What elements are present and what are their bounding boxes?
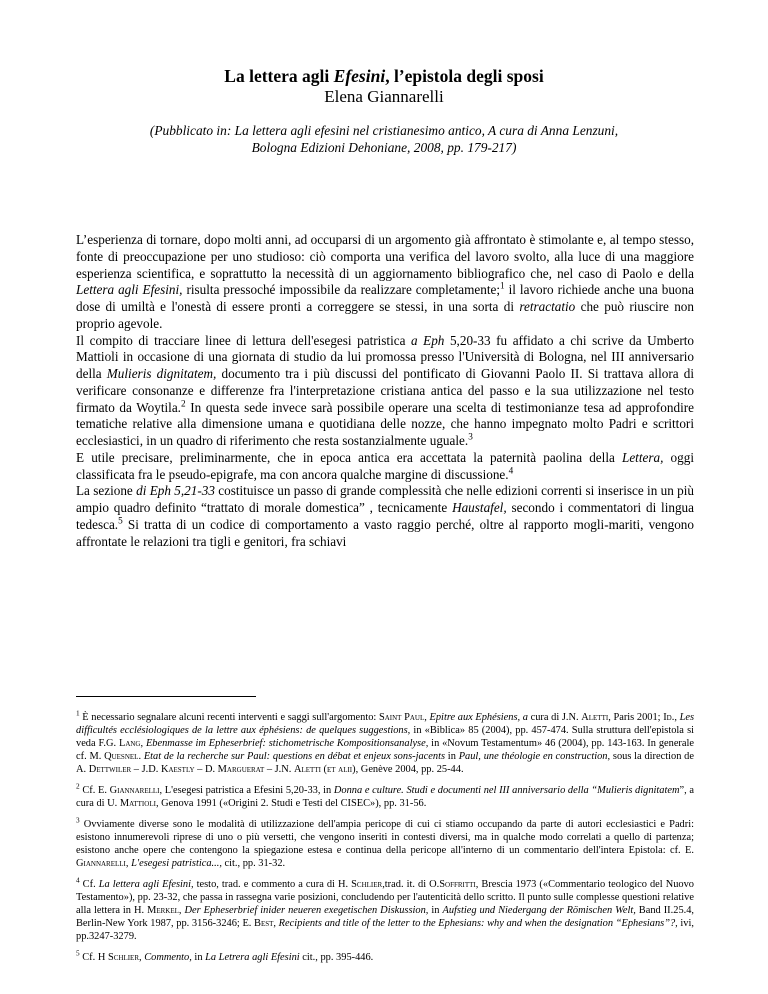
text-run: cit., pp. 395-446. [299,951,374,963]
italic-text: La Letrera agli Efesini [205,951,300,963]
italic-text: Der Epheserbrief inider neueren exegetischen Diskussion, [184,904,429,916]
text-run: in [445,751,459,763]
italic-text: Les difficultés ecclésiologiques de la lettre aux éphésiens: de quelques suggestions, [76,712,694,737]
footnote-5 [76,951,694,964]
text-run: , [674,712,680,723]
text-run: testo, trad. e commento a cura di H. [193,878,352,890]
footnote-ref[interactable]: 4 [508,465,514,476]
text-run: Band II.25.4, Berlin-New York 1987, pp. 3156-3246; E. [76,904,695,929]
author-name-sc: Marguerat [217,764,265,776]
text-run: , [273,917,279,929]
footnote-separator [76,696,256,697]
paragraph [76,483,694,550]
title-text: , l’epistola degli sposi [385,66,544,86]
text-run: Si tratta di un codice di comportamento a vasto raggio perché, oltre al rapporto mogli-mariti, vengono affrontate le relazioni tra tigli e genitori, fra schiavi [76,516,694,549]
text-run: Ovviamente diverse sono le modalità di utilizzazione dell'ampia pericope di cui ci stiamo occupando da parte di autori ecclesiastici e Padri: esistono innumerevoli riprese di uno o più versetti, che vengono inseriti in contesti diversi, ma in qualche modo correlati a quello di partenza; esistono anche opere che contengono la spiegazione estesa e continua della pericope all'interno di un commentario dell'intera Epistola: cf. E. [76,818,694,856]
footnote-2 [76,784,694,810]
author-name-sc: Aletti [581,712,609,723]
italic-text: Etat de la recherche sur Paul: questions en débat et enjeux sons-jacents [143,751,446,763]
italic-text: di Eph 5,21-33 [136,483,215,499]
footnote-number: 3 [76,816,80,825]
text-run: ( [320,764,327,776]
publication-info [100,122,668,156]
italic-text: retractatio [519,299,576,314]
italic-text: Haustafel, [452,500,507,515]
text-run: Cf. [79,878,99,890]
text-run: cit., pp. 31-32. [221,857,286,869]
text-run: , [178,904,185,916]
footnote-ref[interactable]: 2 [180,398,186,409]
paragraph [76,232,694,333]
author-name-sc: Best [254,917,274,929]
text-run: ), Genève 2004, pp. 25-44. [352,764,464,776]
author-name-sc: Saint Paul [378,712,425,723]
italic-text: Ebenmasse im Epheserbrief: stichometrische Kompositionsanalyse, [145,738,429,750]
text-run: ivi, pp.3247-3279. [76,917,694,942]
author-name-sc: Giannarelli [76,857,126,869]
text-run: , L'esegesi patristica a Efesini 5,20-33, in [159,784,334,796]
text-run: , [424,712,430,723]
text-run: , Brescia 1973 («Commentario teologico del Nuovo Testamento»), pp. 23-32, che passa in rassegna varie posizioni, concludendo per l'autenticità dello scritto. Il punto sulle complesse questioni relative alla lettera in H. [76,878,694,916]
title-italic: Efesini [333,66,386,86]
author-name-sc: Quesnel [104,751,139,763]
italic-text: Donna e culture. Studi e documenti nel III anniversario della “Mulieris dignitatem [333,784,680,796]
text-run: ”, a cura di U. [76,784,694,810]
author-name-sc: Id. [663,712,675,723]
footnote-number: 2 [76,782,80,791]
author-name-sc: Kaestly [160,764,195,776]
text-run: È necessario segnalare alcuni recenti interventi e saggi sull'argomento: [79,712,379,723]
footnotes [76,711,694,964]
italic-text: Epitre aux Ephésiens, a [429,712,528,723]
footnote-ref[interactable]: 3 [468,431,473,442]
footnote-ref[interactable]: 5 [118,515,123,526]
text-run: risulta pressoché impossibile da realizzare completamente; [182,282,500,298]
document-title [0,66,768,86]
italic-text: Aufstieg und Niedergang der Römischen Welt, [442,904,636,916]
text-run: 5,20-33 fu affidato a chi scrive da Umberto Mattioli in occasione di una giornata di studio da lui promossa presso l'Università di Bologna, nel III anniversario della [76,332,695,381]
text-run: in «Biblica» 85 (2004), pp. 457-474. Sulla struttura dell'epistola si veda F.G. [76,725,694,750]
italic-text: a Eph [411,332,445,348]
author-name-sc: Schlier [351,878,383,890]
italic-text: Paul, une théologie en construction, [458,751,611,763]
text-run: cura di J.N. [527,712,582,723]
author-name-sc: Mattioli [119,798,156,810]
author-name-sc: Lang [118,738,141,750]
text-run: in [191,951,206,963]
text-run: oggi classificata fra le pseudo-epigrafe, ma con ancora qualche margine di discussione. [76,449,694,482]
title-text: La lettera agli [224,66,334,86]
text-run: Il compito di tracciare linee di lettura dell'esegesi patristica [76,332,412,348]
text-run: – J.D. [131,764,161,776]
footnote-number: 5 [76,949,80,958]
italic-text: Recipients and title of the letter to the Ephesians: why and when the designation “Ephesians”?, [278,917,678,929]
footnote-4 [76,878,694,943]
text-run: – J.N. [264,764,294,776]
italic-text: La lettera agli Efesini, [98,878,194,890]
paragraph [76,450,694,484]
author-name-sc: Schlier [107,951,139,963]
text-run: che può riuscire non proprio agevole. [76,299,694,331]
text-run: Cf. E. [79,784,110,796]
text-run: , [139,951,145,963]
author-name-sc: Aletti [293,764,321,776]
text-run: In questa sede invece sarà possibile operare una scelta di testimonianze tesa ad approfondire tematiche relative alla dimensione umana e quotidiana delle nozze, che hanno impegnato molto Padri e scrittori ecclesiastici, in un quadro di riferimento che resta sostanzialmente uguale. [76,399,694,448]
text-run: E utile precisare, preliminarmente, che in epoca antica era accettata la paternità paolina della [76,449,622,465]
text-run: Cf. H [79,951,108,963]
text-run: in «Novum Testamentum» 46 (2004), pp. 143-163. In generale cf. M. [76,738,694,763]
text-run: La sezione [76,483,137,499]
text-run: costituisce un passo di grande complessità che nelle edizioni correnti si inserisce in un più ampio quadro definito “trattato di morale domestica” , tecnicamente [76,483,694,515]
footnote-1 [76,711,694,776]
text-run: , Paris 2001; [608,712,664,723]
italic-text: L'esegesi patristica..., [131,857,222,869]
text-run: , Genova 1991 («Origini 2. Studi e Testi del CISEC»), pp. 31-56. [155,798,427,810]
publication-line: Bologna Edizioni Dehoniane, 2008, pp. 179-217) [251,140,517,155]
text-run: – D. [194,764,218,776]
footnote-number: 1 [76,709,80,718]
italic-text: Lettera, [621,449,664,465]
text-run: . [138,751,144,763]
italic-text: Commento, [144,951,192,963]
text-run: , [125,857,132,869]
text-run: il lavoro richiede anche una buona dose di umiltà e l'onestà di essere pronti a correggere se stessi, in una sorta di [76,282,694,314]
text-run: documento tra i più discussi del pontificato di Giovanni Paolo II. Si trattava allora di verificare consonanze e differenze fra l'interpretazione cristiana antica del passo e la sua utilizzazione nel testo firmato da Woytila. [76,366,694,415]
text-run: L’esperienza di tornare, dopo molti anni, ad occuparsi di un argomento già affrontato è stimolante e, al tempo stesso, fonte di preoccupazione per uno studioso: ciò comporta una verifica del lavoro svolto, alla luce di una maggiore esperienza scientifica, e soprattutto la necessità di un aggiornamento bibliografico che, nel caso di Paolo e della [76,232,694,281]
text-run: secondo i commentatori di lingua tedesca. [76,500,694,532]
text-run: , [140,738,146,750]
author-name-sc: et alii [327,764,353,776]
text-run: in [428,904,443,916]
footnote-3 [76,818,694,870]
publication-line: (Pubblicato in: La lettera agli efesini nel cristianesimo antico, A cura di Anna Lenzuni, [149,123,619,138]
paragraph [76,333,694,450]
italic-text: Mulieris dignitatem, [106,366,217,381]
text-run: ,trad. it. di O. [382,878,440,890]
author-name-sc: Soffritti [439,878,476,890]
footnote-number: 4 [76,876,80,885]
author-name: Elena Giannarelli [324,87,444,106]
footnote-ref[interactable]: 1 [500,280,505,291]
author-name-sc: Giannarelli [109,784,160,796]
body-text [76,232,694,550]
author-name-sc: Dettwiler [88,764,132,776]
text-run: sous la direction de A. [76,751,694,776]
author-name-sc: Merkel [147,904,179,916]
italic-text: Lettera agli Efesini, [76,282,183,298]
